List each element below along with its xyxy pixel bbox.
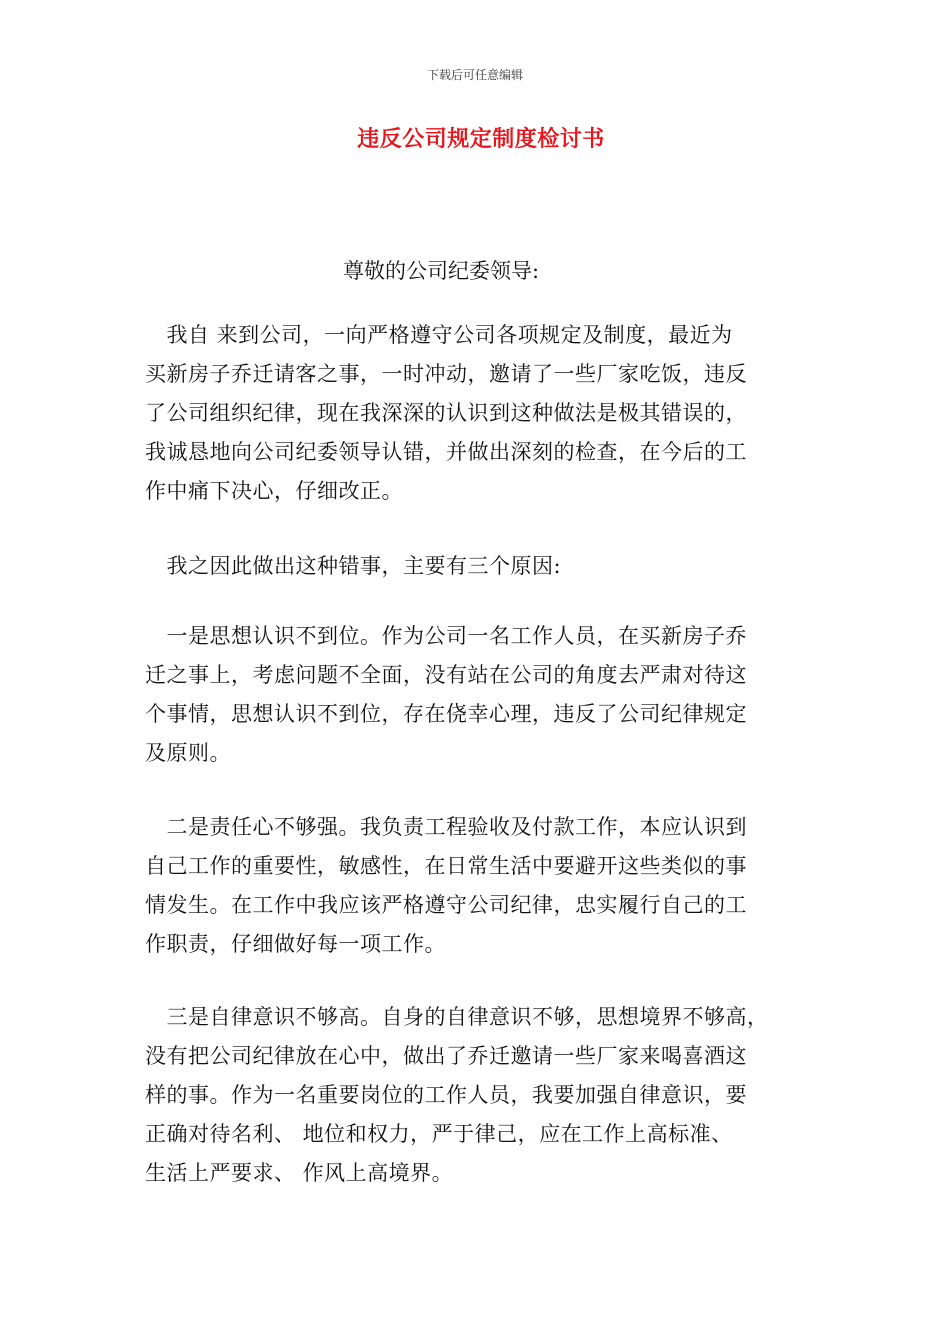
paragraph-line: 了公司组织纪律，现在我深深的认识到这种做法是极其错误的， [145, 401, 747, 425]
paragraph-line: 样的事。作为一名重要岗位的工作人员，我要加强自律意识，要 [145, 1083, 747, 1107]
salutation: 尊敬的公司纪委领导: [343, 259, 540, 283]
paragraph-line: 我自 来到公司，一向严格遵守公司各项规定及制度，最近为 [145, 323, 733, 347]
document-title: 违反公司规定制度检讨书 [357, 127, 605, 152]
paragraph-line: 及原则。 [145, 741, 231, 765]
paragraph-reason-one [145, 617, 810, 773]
paragraph-line: 生活上严要求、 作风上高境界。 [145, 1161, 454, 1185]
paragraph-line: 我诚恳地向公司纪委领导认错，并做出深刻的检查，在今后的工 [145, 440, 747, 464]
paragraph-intro [145, 316, 810, 511]
paragraph-reason-three [145, 998, 810, 1193]
paragraph-reasons-intro [145, 547, 810, 586]
paragraph-line: 情发生。在工作中我应该严格遵守公司纪律，忠实履行自己的工 [145, 893, 747, 917]
paragraph-line: 迁之事上，考虑问题不全面，没有站在公司的角度去严肃对待这 [145, 663, 747, 687]
paragraph-line: 三是自律意识不够高。自身的自律意识不够，思想境界不够高， [145, 1005, 769, 1029]
paragraph-reason-two [145, 808, 810, 964]
paragraph-line: 我之因此做出这种错事，主要有三个原因: [145, 554, 562, 578]
paragraph-line: 买新房子乔迁请客之事，一时冲动，邀请了一些厂家吃饭，违反 [145, 362, 747, 386]
paragraph-line: 一是思想认识不到位。作为公司一名工作人员，在买新房子乔 [145, 624, 747, 648]
paragraph-line: 作中痛下决心，仔细改正。 [145, 479, 403, 503]
paragraph-line: 个事情，思想认识不到位，存在侥幸心理，违反了公司纪律规定 [145, 702, 747, 726]
paragraph-line: 二是责任心不够强。我负责工程验收及付款工作，本应认识到 [145, 815, 747, 839]
paragraph-line: 没有把公司纪律放在心中，做出了乔迁邀请一些厂家来喝喜酒这 [145, 1044, 747, 1068]
header-note: 下载后可任意编辑 [426, 68, 523, 82]
paragraph-line: 正确对待名利、 地位和权力，严于律己，应在工作上高标准、 [145, 1122, 733, 1146]
paragraph-line: 自己工作的重要性，敏感性，在日常生活中要避开这些类似的事 [145, 854, 747, 878]
paragraph-line: 作职责，仔细做好每一项工作。 [145, 932, 446, 956]
